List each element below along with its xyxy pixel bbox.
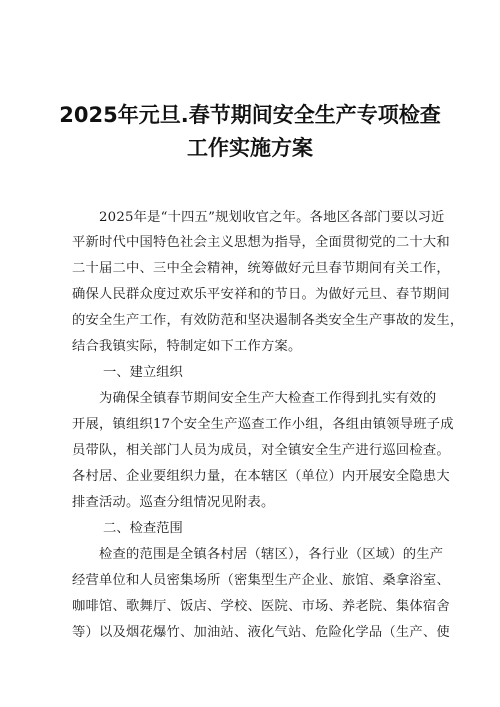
section2-line-3: 咖啡馆、歌舞厅、饭店、学校、医院、市场、养老院、集体宿舍 [72,599,450,614]
section1-line-1: 为确保全镇春节期间安全生产大检查工作得到扎实有效的 [72,391,437,406]
intro-line-6: 结合我镇实际，特制定如下工作方案。 [72,339,302,354]
section-heading-scope: 二、检查范围 [103,521,183,536]
document-title-line-1: 2025年元旦.春节期间安全生产专项检查 [59,103,441,127]
intro-line-3: 二十届二中、三中全会精神，统筹做好元旦春节期间有关工作， [72,261,450,276]
section2-line-1: 检查的范围是全镇各村居（辖区），各行业（区域）的生产 [72,547,444,562]
section1-line-3: 员带队，相关部门人员为成员，对全镇安全生产进行巡回检查。 [72,443,450,458]
section1-line-2: 开展，镇组织17个安全生产巡查工作小组，各组由镇领导班子成 [72,417,454,432]
intro-line-2: 平新时代中国特色社会主义思想为指导，全面贯彻党的二十大和 [72,235,450,250]
intro-line-5: 的安全生产工作，有效防范和坚决遏制各类安全生产事故的发生， [72,313,464,328]
intro-line-4: 确保人民群众度过欢乐平安祥和的节日。为做好元旦、春节期间 [72,287,450,302]
section-heading-organization: 一、建立组织 [103,365,183,380]
section1-line-4: 各村居、企业要组织力量，在本辖区（单位）内开展安全隐患大 [72,469,450,484]
intro-line-1: 2025年是“十四五”规划收官之年。各地区各部门要以习近 [72,210,445,225]
document-title-line-2: 工作实施方案 [187,136,313,160]
section2-line-2: 经营单位和人员密集场所（密集型生产企业、旅馆、桑拿浴室、 [72,573,450,588]
section1-line-5: 排查活动。巡查分组情况见附表。 [72,495,275,510]
section2-line-4: 等）以及烟花爆竹、加油站、液化气站、危险化学品（生产、使 [72,625,450,640]
